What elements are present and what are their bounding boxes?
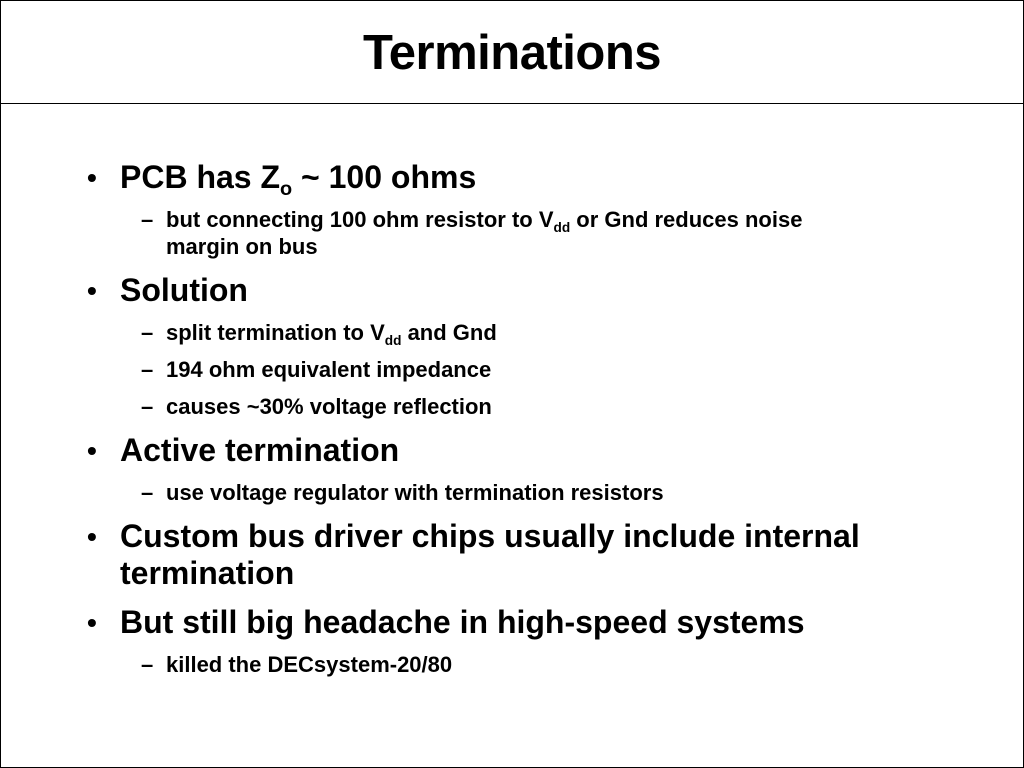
dash-icon: –: [141, 480, 154, 505]
slide-title: Terminations: [362, 26, 662, 80]
subscript: dd: [384, 332, 402, 348]
text-part: split termination to V: [166, 320, 385, 345]
dash-icon: –: [141, 652, 154, 677]
sub-item-text: 194 ohm equivalent impedance: [166, 357, 492, 382]
bullet-text: [120, 159, 477, 200]
sub-item-text: use voltage regulator with termination resistors: [166, 480, 664, 505]
bullet-text: Active termination: [120, 432, 400, 468]
sub-item-text: [166, 319, 497, 346]
sub-item-text: killed the DECsystem-20/80: [166, 652, 453, 677]
sub-item-text: causes ~30% voltage reflection: [166, 394, 492, 419]
text-part: and Gnd: [401, 320, 497, 345]
bullet-dot-icon: •: [87, 521, 97, 552]
subscript: dd: [553, 219, 571, 235]
bullet-dot-icon: •: [87, 275, 97, 306]
bullet-text: But still big headache in high-speed systems: [120, 604, 805, 640]
text-part: but connecting 100 ohm resistor to V: [166, 207, 554, 232]
bullet-text: termination: [120, 555, 295, 591]
bullet-text: Solution: [120, 272, 248, 308]
dash-icon: –: [141, 394, 154, 419]
sub-item-text: margin on bus: [166, 234, 318, 259]
dash-icon: –: [141, 207, 154, 232]
bullet-dot-icon: •: [87, 607, 97, 638]
subscript: o: [280, 177, 293, 200]
text-part: or Gnd reduces noise: [570, 207, 803, 232]
bullet-dot-icon: •: [87, 162, 97, 193]
sub-item-text: [166, 206, 802, 233]
bullet-dot-icon: •: [87, 435, 97, 466]
text-part: ~ 100 ohms: [292, 159, 477, 195]
dash-icon: –: [141, 357, 154, 382]
dash-icon: –: [141, 320, 154, 345]
slide-body: [1, 1, 1023, 767]
text-part: PCB has Z: [120, 159, 281, 195]
bullet-text: Custom bus driver chips usually include internal: [120, 518, 860, 554]
